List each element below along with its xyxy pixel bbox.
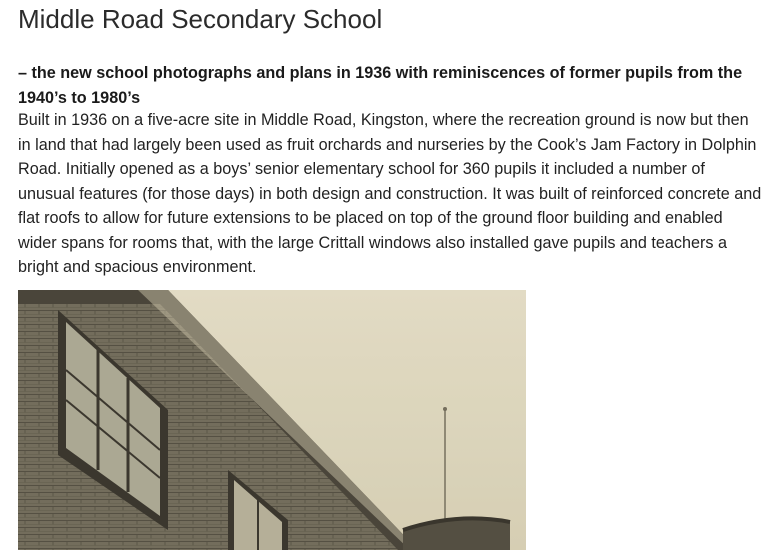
- school-building-photo: [18, 290, 526, 550]
- page-title: Middle Road Secondary School: [18, 4, 383, 34]
- article-intro-paragraph: Built in 1936 on a five-acre site in Middle Road, Kingston, where the recreation ground is now but then in land that had largely been used as fruit orchards and nurseries by the Cook’s Jam Factory in Dolphin Road. Initially opened as a boys’ senior elementary school for 360 pupils it included a number of unusual features (for those days) in both design and construction. It was built of reinforced concrete and flat roofs to allow for future extensions to be placed on top of the ground floor building and enabled wider spans for rooms that, with the large Crittall windows also installed gave pupils and teachers a bright and spacious environment.: [18, 111, 762, 276]
- article-subtitle: – the new school photographs and plans in 1936 with reminiscences of former pupils from the 1940’s to 1980’s: [18, 64, 743, 107]
